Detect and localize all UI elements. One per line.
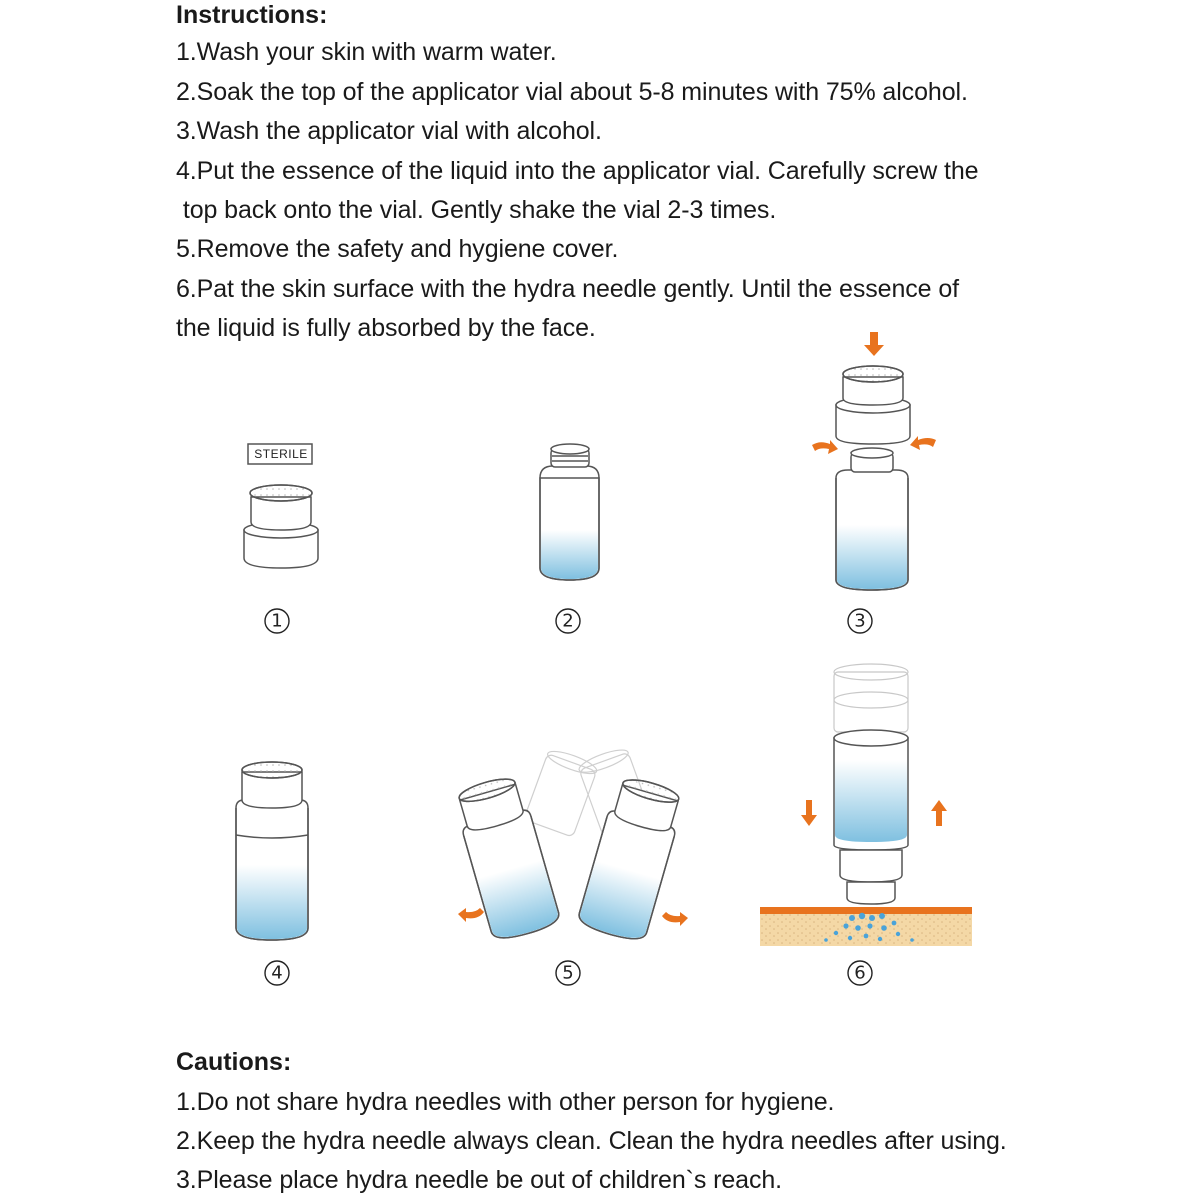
rotate-arrow-icon [910,436,936,450]
skin-surface [760,907,972,914]
arrow-down-icon [801,800,817,826]
step-1-applicator-cap [244,444,318,568]
instruction-line-5: 5.Remove the safety and hygiene cover. [176,235,619,263]
step-number-3-text: 3 [854,610,866,632]
caution-line-1: 1.Do not share hydra needles with other person for hygiene. [176,1088,835,1116]
instruction-line-6: 6.Pat the skin surface with the hydra needle gently. Until the essence of [176,275,959,303]
caution-line-3: 3.Please place hydra needle be out of children`s reach. [176,1166,782,1194]
instruction-line-4: 4.Put the essence of the liquid into the applicator vial. Carefully screw the [176,157,979,185]
arrow-down-icon [864,332,884,356]
step-number-1-text: 1 [271,610,283,632]
instruction-line-1: 1.Wash your skin with warm water. [176,38,557,66]
step-6-pat-skin [760,664,972,946]
step-4-assembled-vial [236,762,308,940]
instruction-line-4-cont: top back onto the vial. Gently shake the vial 2-3 times. [176,196,777,224]
shake-arrow-icon [662,912,688,926]
instructions-heading: Instructions: [176,1,328,29]
instruction-line-6-cont: the liquid is fully absorbed by the face. [176,314,596,342]
step-2-open-vial [540,444,599,580]
step-number-4-text: 4 [271,962,283,984]
caution-line-2: 2.Keep the hydra needle always clean. Clean the hydra needles after using. [176,1127,1007,1155]
shake-arrow-icon [458,908,484,922]
arrow-up-icon [931,800,947,826]
cautions-heading: Cautions: [176,1048,292,1076]
step-number-6-text: 6 [854,962,866,984]
instruction-line-3: 3.Wash the applicator vial with alcohol. [176,117,602,145]
step-3-screw-cap [836,366,910,590]
rotate-arrow-icon [812,440,838,454]
motion-ghost [834,664,908,732]
step-number-5-text: 5 [562,962,574,984]
instruction-line-2: 2.Soak the top of the applicator vial about 5-8 minutes with 75% alcohol. [176,78,968,106]
sterile-label: STERILE [254,447,308,461]
step-number-2-text: 2 [562,610,574,632]
